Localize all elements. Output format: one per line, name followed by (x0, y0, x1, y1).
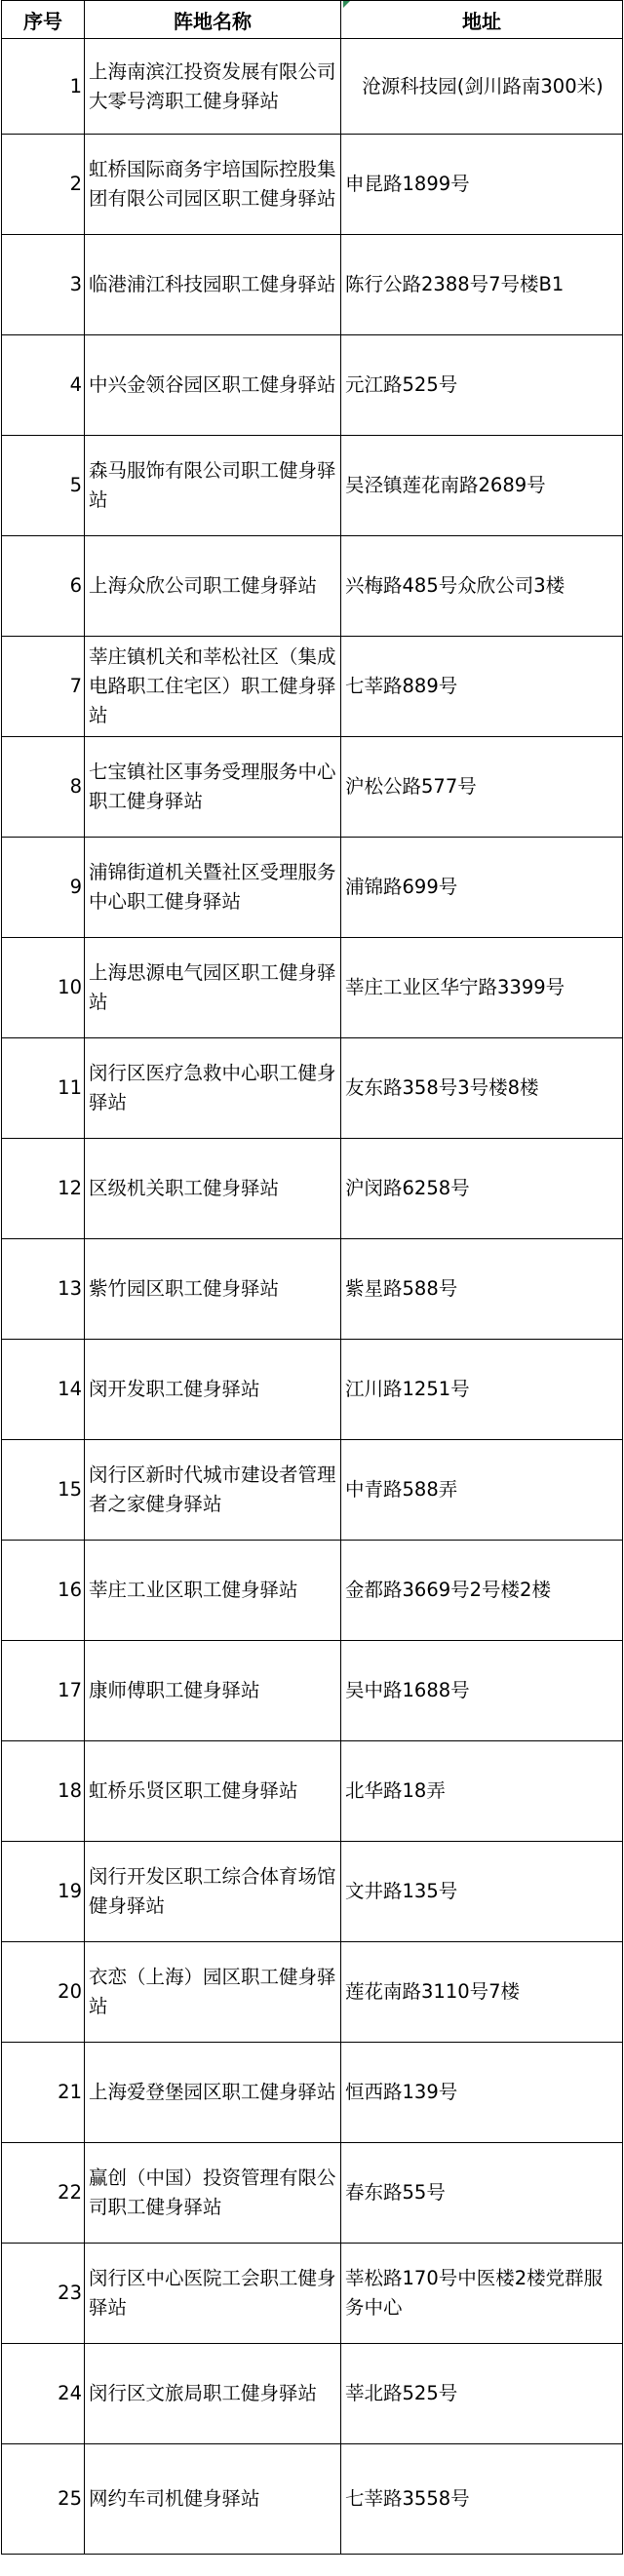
station-name-cell[interactable]: 虹桥乐贤区职工健身驿站 (85, 1741, 341, 1842)
cell-indicator-icon (343, 1, 350, 8)
address-cell[interactable]: 莘庄工业区华宁路3399号 (341, 938, 623, 1038)
table-body (2, 39, 623, 2555)
station-name-cell[interactable]: 康师傅职工健身驿站 (85, 1641, 341, 1741)
row-number-cell[interactable]: 14 (2, 1340, 85, 1440)
station-name-cell[interactable]: 区级机关职工健身驿站 (85, 1139, 341, 1239)
station-name-cell[interactable]: 闵行区文旅局职工健身驿站 (85, 2344, 341, 2444)
station-name-cell[interactable]: 浦锦街道机关暨社区受理服务中心职工健身驿站 (85, 838, 341, 938)
row-number-cell[interactable]: 24 (2, 2344, 85, 2444)
address-cell[interactable]: 文井路135号 (341, 1842, 623, 1942)
address-cell[interactable]: 浦锦路699号 (341, 838, 623, 938)
table-row (2, 637, 623, 737)
row-number-cell[interactable]: 18 (2, 1741, 85, 1842)
row-number-cell[interactable]: 20 (2, 1942, 85, 2043)
address-cell[interactable]: 恒西路139号 (341, 2043, 623, 2143)
address-cell[interactable]: 吴泾镇莲花南路2689号 (341, 436, 623, 536)
address-cell[interactable]: 沧源科技园(剑川路南300米) (341, 39, 623, 135)
table-row (2, 39, 623, 135)
address-cell[interactable]: 中青路588弄 (341, 1440, 623, 1541)
address-cell[interactable]: 陈行公路2388号7号楼B1 (341, 235, 623, 335)
header-address[interactable] (341, 1, 623, 39)
table-row (2, 737, 623, 838)
row-number-cell[interactable]: 11 (2, 1038, 85, 1139)
header-row (2, 1, 623, 39)
address-cell[interactable]: 七莘路3558号 (341, 2444, 623, 2555)
table-row (2, 335, 623, 436)
table-row (2, 1541, 623, 1641)
station-name-cell[interactable]: 上海思源电气园区职工健身驿站 (85, 938, 341, 1038)
address-cell[interactable]: 元江路525号 (341, 335, 623, 436)
station-name-cell[interactable]: 闵行区医疗急救中心职工健身驿站 (85, 1038, 341, 1139)
table-row (2, 1741, 623, 1842)
address-cell[interactable]: 沪闵路6258号 (341, 1139, 623, 1239)
header-station-name[interactable]: 阵地名称 (85, 1, 341, 39)
address-cell[interactable]: 紫星路588号 (341, 1239, 623, 1340)
header-number[interactable]: 序号 (2, 1, 85, 39)
row-number-cell[interactable]: 9 (2, 838, 85, 938)
station-name-cell[interactable]: 莘庄工业区职工健身驿站 (85, 1541, 341, 1641)
station-name-cell[interactable]: 莘庄镇机关和莘松社区（集成电路职工住宅区）职工健身驿站 (85, 637, 341, 737)
table-row (2, 436, 623, 536)
table-row (2, 135, 623, 235)
row-number-cell[interactable]: 19 (2, 1842, 85, 1942)
table-row (2, 536, 623, 637)
station-name-cell[interactable]: 森马服饰有限公司职工健身驿站 (85, 436, 341, 536)
table-row (2, 1842, 623, 1942)
row-number-cell[interactable]: 25 (2, 2444, 85, 2555)
row-number-cell[interactable]: 21 (2, 2043, 85, 2143)
address-cell[interactable]: 兴梅路485号众欣公司3楼 (341, 536, 623, 637)
row-number-cell[interactable]: 8 (2, 737, 85, 838)
table-row (2, 1340, 623, 1440)
row-number-cell[interactable]: 23 (2, 2244, 85, 2344)
table-row (2, 838, 623, 938)
table-row (2, 235, 623, 335)
row-number-cell[interactable]: 12 (2, 1139, 85, 1239)
address-cell[interactable]: 金都路3669号2号楼2楼 (341, 1541, 623, 1641)
table-row (2, 1239, 623, 1340)
station-name-cell[interactable]: 紫竹园区职工健身驿站 (85, 1239, 341, 1340)
address-cell[interactable]: 申昆路1899号 (341, 135, 623, 235)
station-name-cell[interactable]: 闵行区中心医院工会职工健身驿站 (85, 2244, 341, 2344)
row-number-cell[interactable]: 16 (2, 1541, 85, 1641)
station-name-cell[interactable]: 上海爱登堡园区职工健身驿站 (85, 2043, 341, 2143)
table-row (2, 1139, 623, 1239)
table-row (2, 1641, 623, 1741)
row-number-cell[interactable]: 22 (2, 2143, 85, 2244)
station-name-cell[interactable]: 上海众欣公司职工健身驿站 (85, 536, 341, 637)
station-name-cell[interactable]: 闵行区新时代城市建设者管理者之家健身驿站 (85, 1440, 341, 1541)
address-cell[interactable]: 莘北路525号 (341, 2344, 623, 2444)
address-cell[interactable]: 春东路55号 (341, 2143, 623, 2244)
table-row (2, 1440, 623, 1541)
station-name-cell[interactable]: 上海南滨江投资发展有限公司大零号湾职工健身驿站 (85, 39, 341, 135)
row-number-cell[interactable]: 13 (2, 1239, 85, 1340)
address-cell[interactable]: 江川路1251号 (341, 1340, 623, 1440)
row-number-cell[interactable]: 6 (2, 536, 85, 637)
row-number-cell[interactable]: 17 (2, 1641, 85, 1741)
row-number-cell[interactable]: 1 (2, 39, 85, 135)
station-name-cell[interactable]: 虹桥国际商务宇培国际控股集团有限公司园区职工健身驿站 (85, 135, 341, 235)
address-cell[interactable]: 莲花南路3110号7楼 (341, 1942, 623, 2043)
row-number-cell[interactable]: 5 (2, 436, 85, 536)
row-number-cell[interactable]: 15 (2, 1440, 85, 1541)
station-name-cell[interactable]: 闵行开发区职工综合体育场馆健身驿站 (85, 1842, 341, 1942)
station-name-cell[interactable]: 网约车司机健身驿站 (85, 2444, 341, 2555)
row-number-cell[interactable]: 10 (2, 938, 85, 1038)
table-header (2, 1, 623, 39)
row-number-cell[interactable]: 2 (2, 135, 85, 235)
address-cell[interactable]: 北华路18弄 (341, 1741, 623, 1842)
row-number-cell[interactable]: 3 (2, 235, 85, 335)
table-row (2, 2043, 623, 2143)
table-row (2, 1942, 623, 2043)
station-name-cell[interactable]: 七宝镇社区事务受理服务中心职工健身驿站 (85, 737, 341, 838)
address-cell[interactable]: 吴中路1688号 (341, 1641, 623, 1741)
row-number-cell[interactable]: 7 (2, 637, 85, 737)
table-row (2, 938, 623, 1038)
table-row (2, 2444, 623, 2555)
table-row (2, 2244, 623, 2344)
table-row (2, 2344, 623, 2444)
address-cell[interactable]: 莘松路170号中医楼2楼党群服务中心 (341, 2244, 623, 2344)
address-cell[interactable]: 友东路358号3号楼8楼 (341, 1038, 623, 1139)
address-cell[interactable]: 沪松公路577号 (341, 737, 623, 838)
station-name-cell[interactable]: 中兴金领谷园区职工健身驿站 (85, 335, 341, 436)
station-name-cell[interactable]: 衣恋（上海）园区职工健身驿站 (85, 1942, 341, 2043)
table-row (2, 2143, 623, 2244)
row-number-cell[interactable]: 4 (2, 335, 85, 436)
station-name-cell[interactable]: 临港浦江科技园职工健身驿站 (85, 235, 341, 335)
station-name-cell[interactable]: 闵开发职工健身驿站 (85, 1340, 341, 1440)
station-name-cell[interactable]: 赢创（中国）投资管理有限公司职工健身驿站 (85, 2143, 341, 2244)
table-row (2, 1038, 623, 1139)
address-cell[interactable]: 七莘路889号 (341, 637, 623, 737)
header-address-label: 地址 (462, 9, 501, 33)
fitness-station-table (1, 0, 623, 2555)
